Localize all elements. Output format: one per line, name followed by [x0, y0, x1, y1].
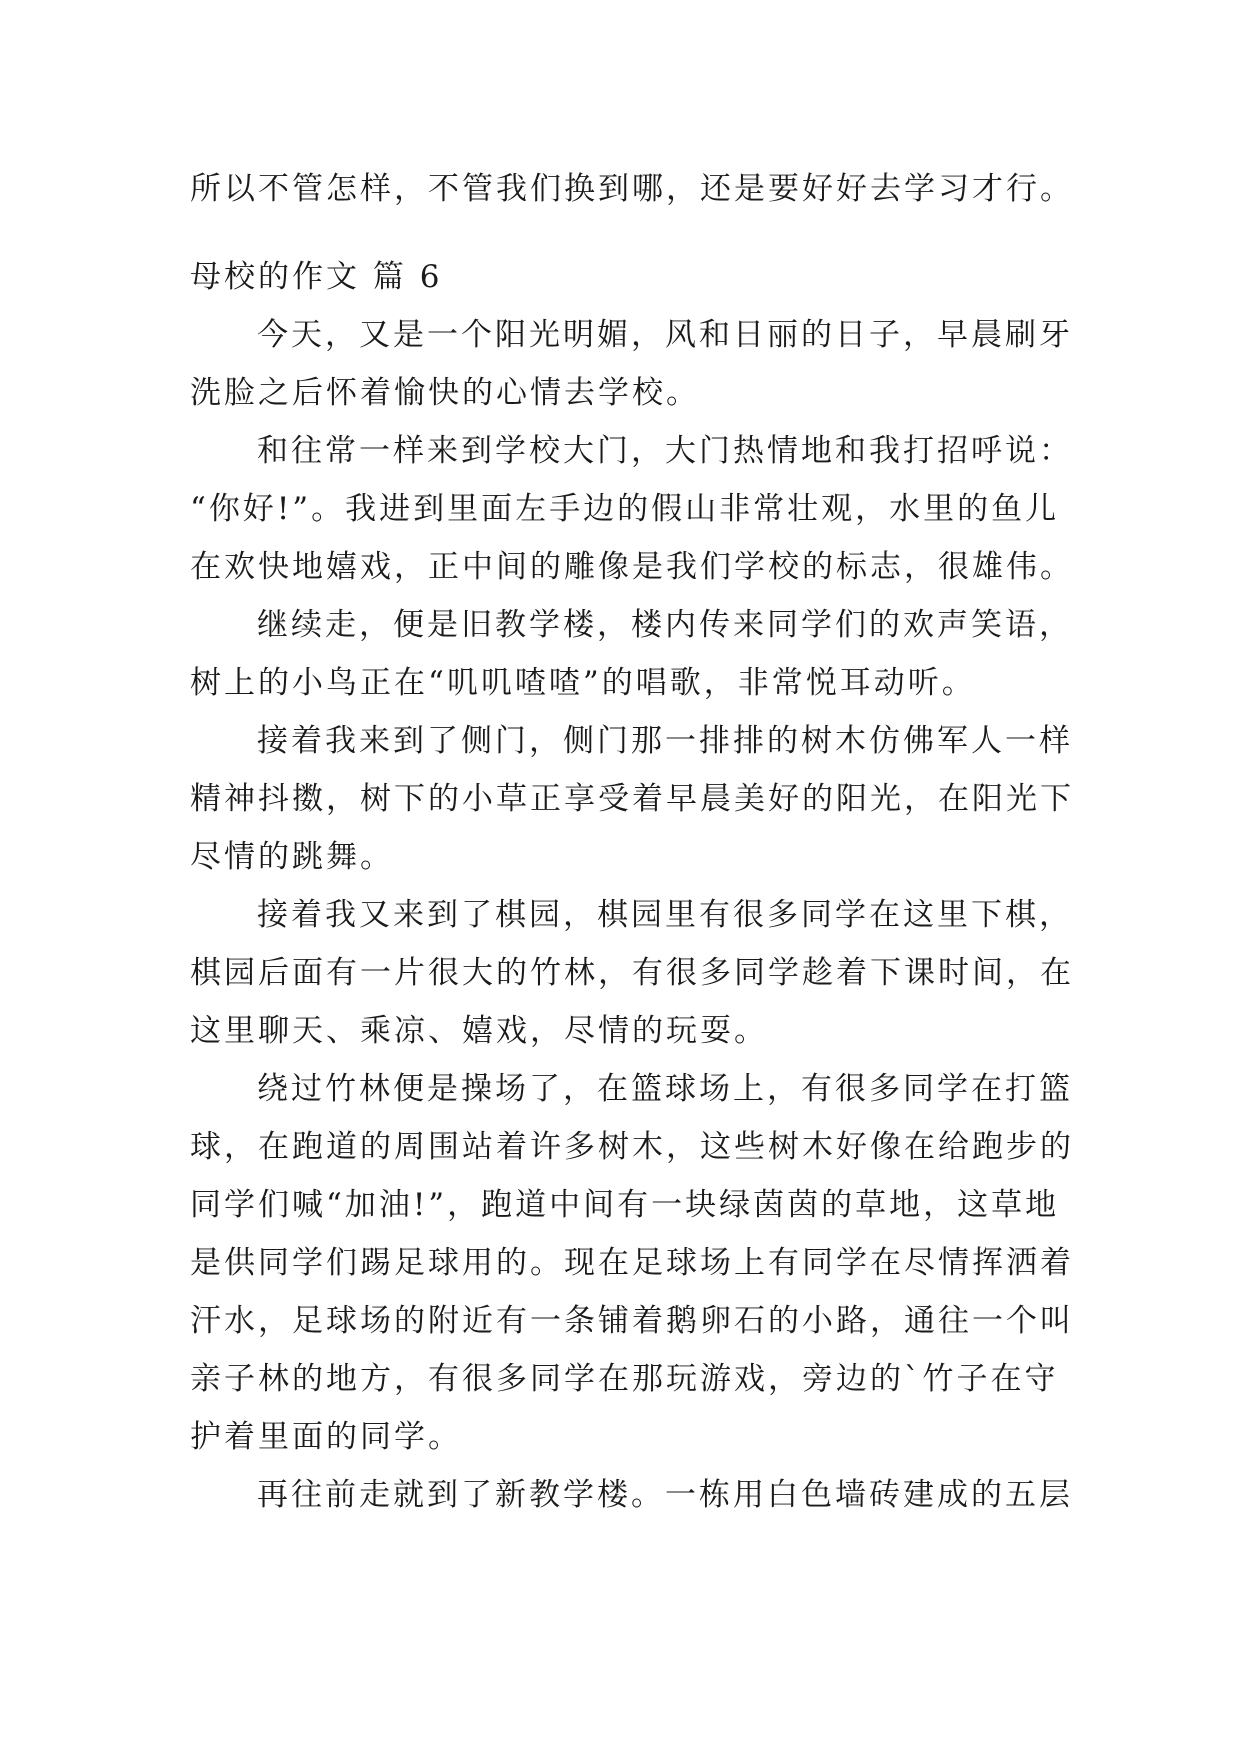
paragraph-line: 精神抖擞，树下的小草正享受着早晨美好的阳光，在阳光下 — [190, 781, 1074, 817]
paragraph-line: 这里聊天、乘凉、嬉戏，尽情的玩耍。 — [190, 1013, 768, 1049]
paragraph-line: 亲子林的地方，有很多同学在那玩游戏，旁边的`竹子在守 — [190, 1361, 1059, 1397]
essay-body — [190, 306, 1074, 1524]
opening-line-block — [190, 160, 1074, 218]
paragraph-line: 球，在跑道的周围站着许多树木，这些树木好像在给跑步的 — [190, 1129, 1074, 1165]
opening-line: 所以不管怎样，不管我们换到哪，还是要好好去学习才行。 — [190, 171, 1074, 207]
paragraph — [190, 1466, 1073, 1524]
paragraph-line: 树上的小鸟正在“叽叽喳喳”的唱歌，非常悦耳动听。 — [190, 665, 976, 701]
paragraph — [190, 712, 1074, 886]
paragraph — [190, 306, 1073, 422]
paragraph-line: 是供同学们踢足球用的。现在足球场上有同学在尽情挥洒着 — [190, 1245, 1074, 1281]
paragraph-line: 接着我又来到了棋园，棋园里有很多同学在这里下棋， — [257, 897, 1073, 933]
paragraph-line: 棋园后面有一片很大的竹林，有很多同学趁着下课时间，在 — [190, 955, 1074, 991]
paragraph-line: 尽情的跳舞。 — [190, 839, 394, 875]
paragraph-line: 汗水，足球场的附近有一条铺着鹅卵石的小路，通往一个叫 — [190, 1303, 1074, 1339]
paragraph — [190, 886, 1074, 1060]
paragraph-line: 洗脸之后怀着愉快的心情去学校。 — [190, 375, 700, 411]
paragraph-line: 继续走，便是旧教学楼，楼内传来同学们的欢声笑语， — [257, 607, 1073, 643]
paragraph-line: 同学们喊“加油!”，跑道中间有一块绿茵茵的草地，这草地 — [190, 1187, 1060, 1223]
paragraph — [190, 422, 1074, 596]
paragraph-line: 接着我来到了侧门，侧门那一排排的树木仿佛军人一样 — [257, 723, 1073, 759]
paragraph-line: 再往前走就到了新教学楼。一栋用白色墙砖建成的五层 — [257, 1477, 1073, 1513]
essay-heading: 母校的作文 篇 6 — [190, 259, 443, 295]
paragraph-line: 在欢快地嬉戏，正中间的雕像是我们学校的标志，很雄伟。 — [190, 549, 1074, 585]
paragraph — [190, 1060, 1074, 1466]
paragraph-line: 绕过竹林便是操场了，在篮球场上，有很多同学在打篮 — [257, 1071, 1073, 1107]
paragraph-line: 护着里面的同学。 — [190, 1419, 462, 1455]
paragraph-line: 和往常一样来到学校大门，大门热情地和我打招呼说： — [257, 433, 1073, 469]
paragraph — [190, 596, 1073, 712]
paragraph-line: “你好!”。我进到里面左手边的假山非常壮观，水里的鱼儿 — [190, 491, 1060, 527]
paragraph-line: 今天，又是一个阳光明媚，风和日丽的日子，早晨刷牙 — [257, 317, 1073, 353]
